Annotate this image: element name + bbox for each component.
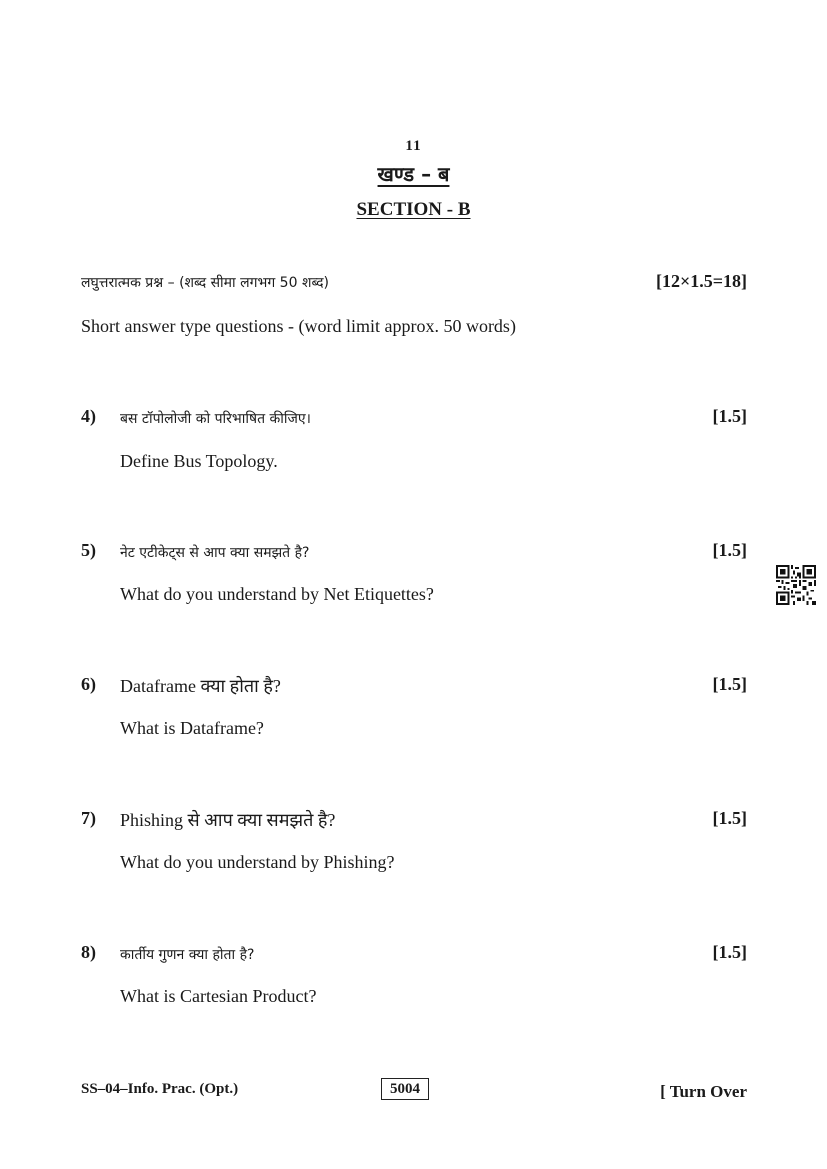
question-number: 8) [81,942,96,962]
question-marks: [1.5] [712,540,747,560]
section-title-english: SECTION - B [356,199,471,220]
instructions-english: Short answer type questions - (word limit approx. 50 words) [81,316,516,336]
question-hindi: कार्तीय गुणन क्या होता है? [120,947,255,963]
question-hindi: बस टॉपोलोजी को परिभाषित कीजिए। [120,411,311,427]
question-english: What is Dataframe? [120,718,264,738]
question-marks: [1.5] [712,406,747,426]
question-hindi: Phishing से आप क्या समझते है? [120,810,336,830]
question-marks: [1.5] [712,942,747,962]
question-marks: [1.5] [712,808,747,828]
question-hindi: नेट एटीकेट्स से आप क्या समझते है? [120,545,310,561]
page-number: 11 [405,138,422,154]
question-number: 4) [81,406,96,426]
question-number: 7) [81,808,96,828]
question-english: What do you understand by Phishing? [120,852,395,872]
section-title-hindi: खण्ड – ब [377,162,450,186]
question-english: What do you understand by Net Etiquettes? [120,584,434,604]
qr-code-icon [776,565,816,605]
paper-number-box: 5004 [381,1078,429,1100]
question-english: What is Cartesian Product? [120,986,317,1006]
question-number: 6) [81,674,96,694]
instructions-hindi: लघुत्तरात्मक प्रश्न – (शब्द सीमा लगभग 50 शब्द) [81,275,330,291]
paper-code: SS–04–Info. Prac. (Opt.) [81,1081,239,1097]
question-marks: [1.5] [712,674,747,694]
instructions-marks: [12×1.5=18] [655,271,747,291]
turn-over-label: [ Turn Over [660,1082,747,1101]
question-number: 5) [81,540,96,560]
question-hindi: Dataframe क्या होता है? [120,676,281,696]
question-english: Define Bus Topology. [120,451,278,471]
